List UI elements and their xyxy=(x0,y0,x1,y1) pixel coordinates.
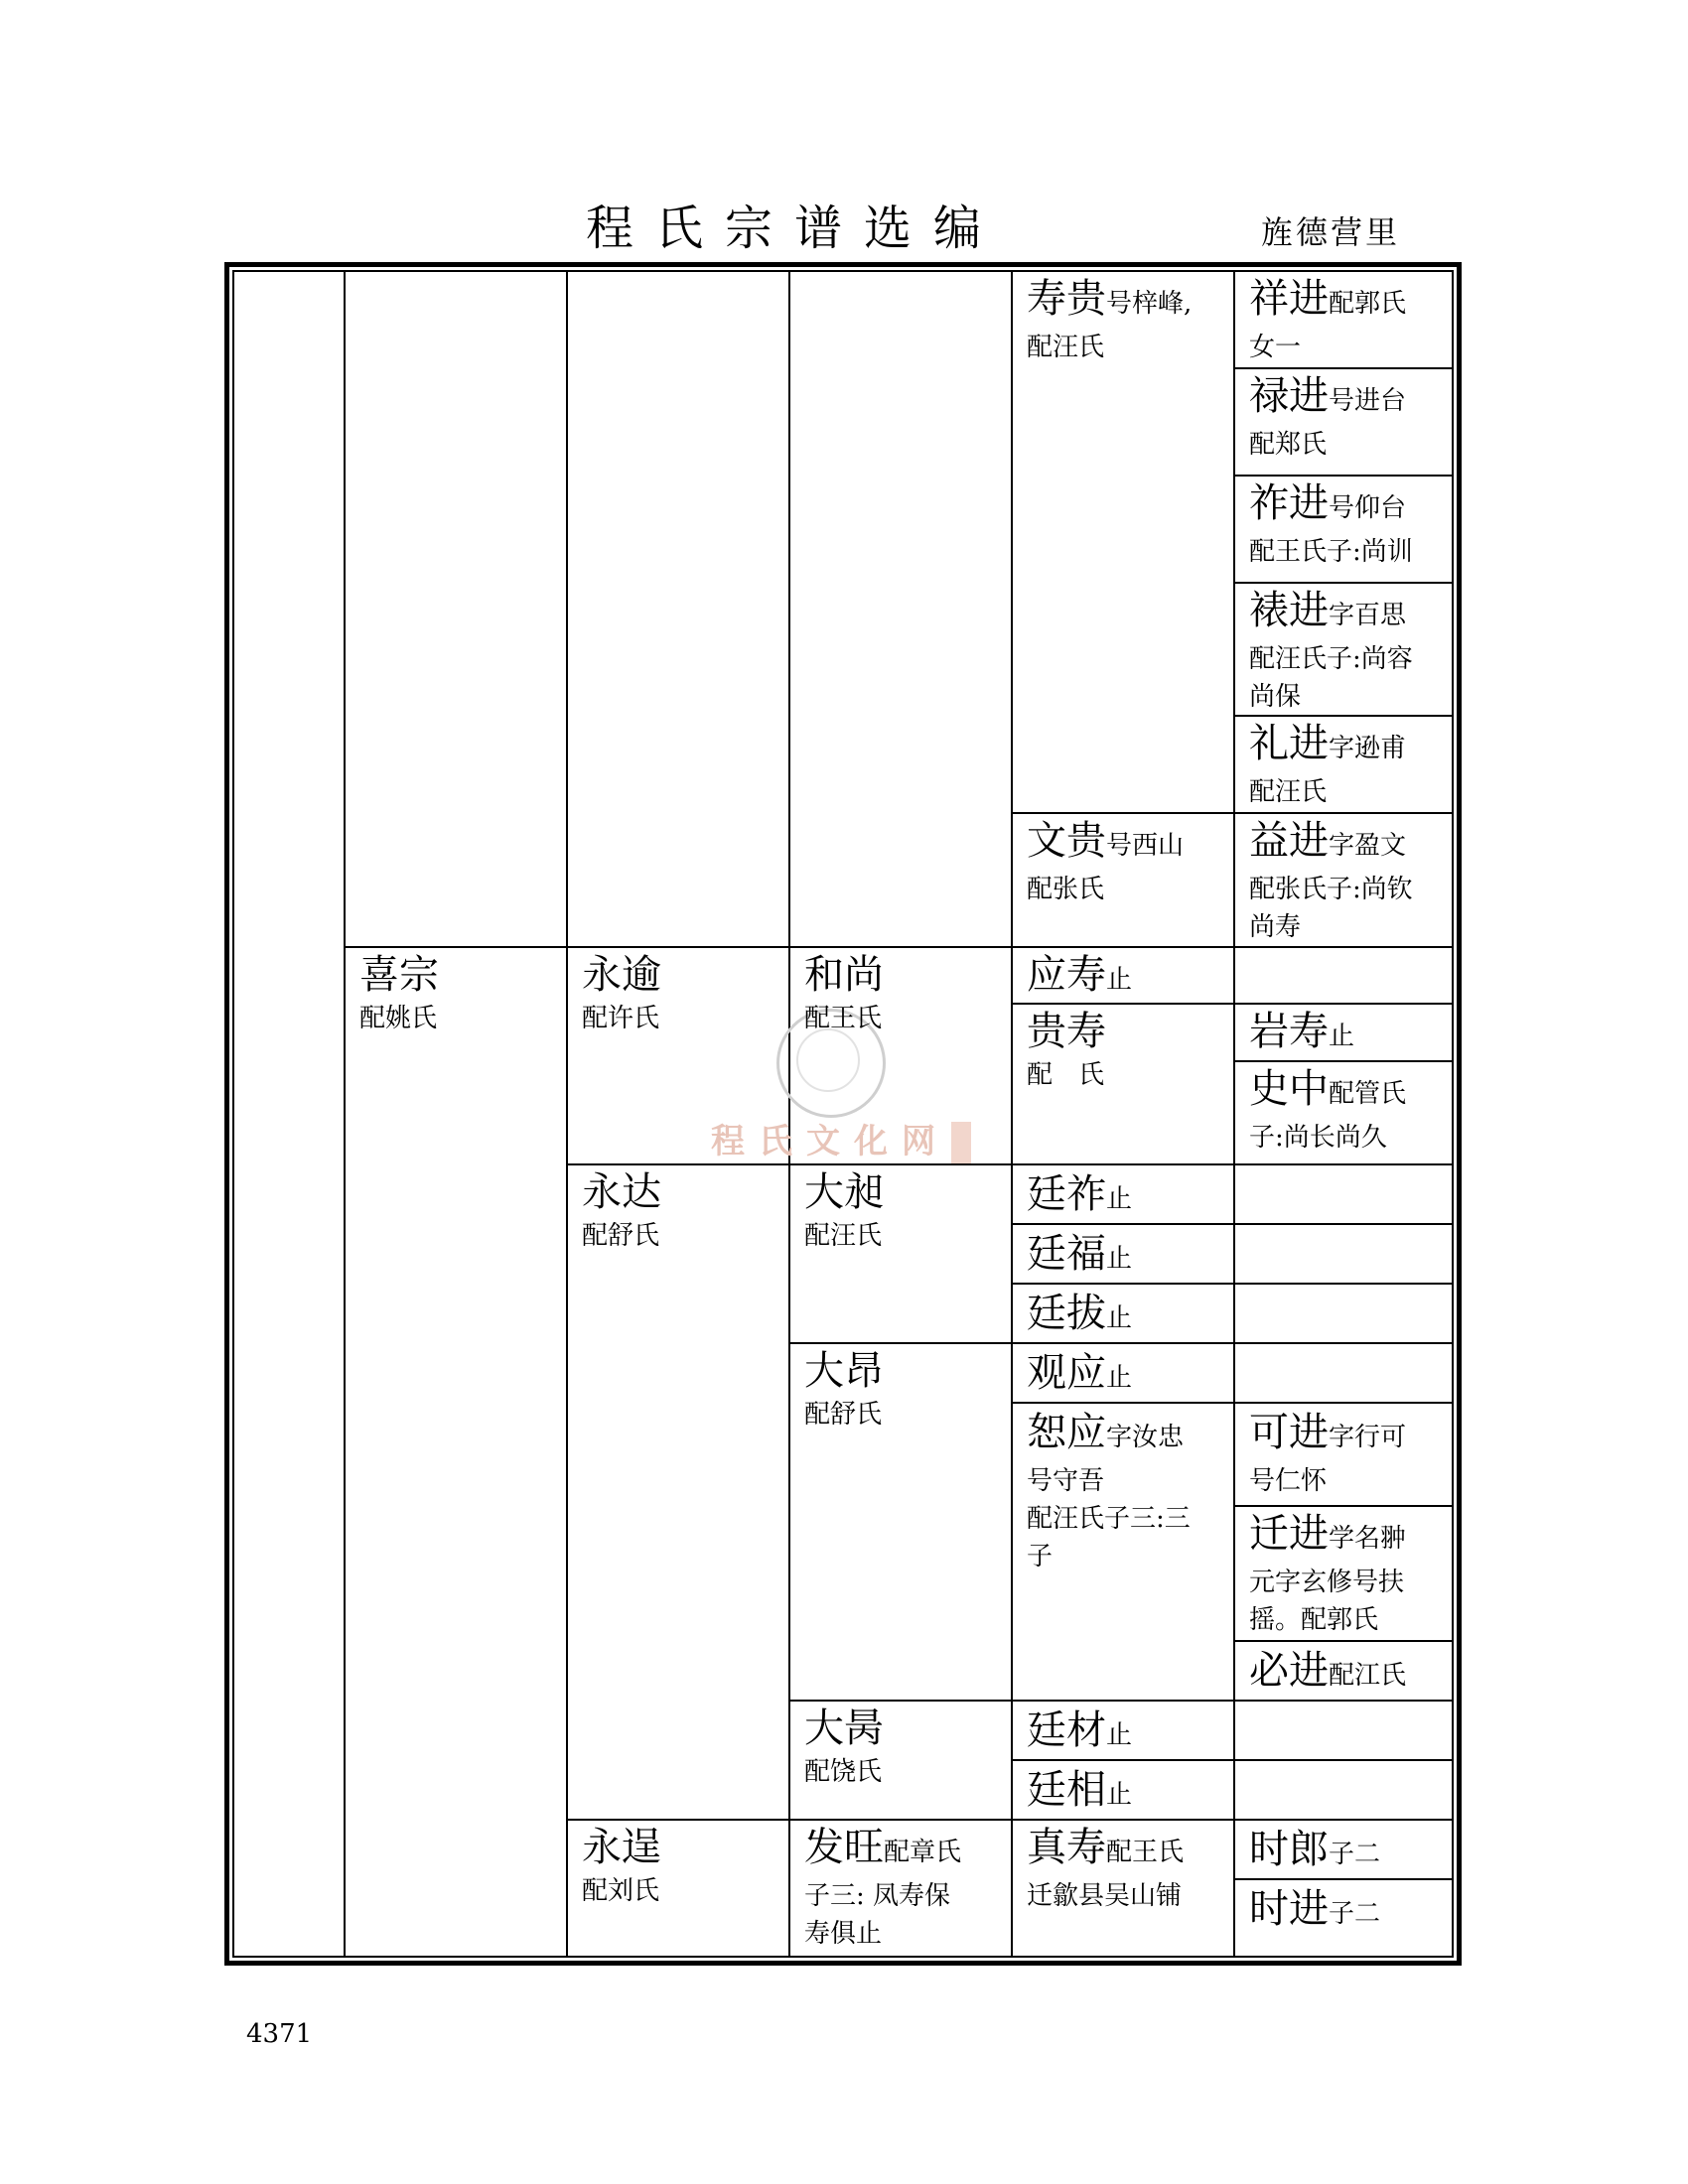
person-detail: 配 氏 xyxy=(1027,1060,1105,1090)
person-note: 字行可 xyxy=(1329,1423,1407,1452)
person-note: 号西山 xyxy=(1106,831,1185,861)
person-detail: 配汪氏 xyxy=(1249,777,1328,807)
person-entry xyxy=(568,1823,788,1910)
person-name: 永逞 xyxy=(582,1825,661,1870)
person-detail: 配饶氏 xyxy=(804,1757,883,1787)
person-detail: 子 xyxy=(1027,1542,1054,1571)
person-entry xyxy=(1013,816,1233,908)
person-name: 可进 xyxy=(1249,1410,1329,1455)
person-note: 配王氏 xyxy=(1106,1838,1185,1867)
person-detail: 配汪氏子三:三 xyxy=(1027,1504,1191,1534)
person-detail: 摇。配郭氏 xyxy=(1249,1605,1379,1635)
person-detail: 配王氏 xyxy=(804,1004,883,1033)
row-divider xyxy=(566,1163,1454,1165)
column-divider xyxy=(1011,270,1013,1958)
person-entry xyxy=(1013,1229,1233,1284)
person-entry xyxy=(790,1704,1011,1791)
watermark-seal xyxy=(951,1122,971,1163)
person-entry xyxy=(790,1167,1011,1255)
person-detail: 配刘氏 xyxy=(582,1876,660,1906)
person-name: 和尚 xyxy=(804,952,884,998)
person-detail: 配汪氏 xyxy=(804,1221,883,1251)
person-name: 祥进 xyxy=(1249,276,1329,322)
person-name: 寿贵 xyxy=(1027,276,1106,322)
person-note: 止 xyxy=(1106,1184,1133,1214)
person-entry xyxy=(1013,1007,1233,1094)
person-name: 礼进 xyxy=(1249,721,1329,766)
person-name: 时郎 xyxy=(1249,1827,1329,1872)
person-note: 止 xyxy=(1106,1780,1133,1810)
person-note: 止 xyxy=(1106,1363,1133,1393)
person-entry xyxy=(346,950,566,1037)
row-divider xyxy=(1233,475,1454,477)
person-detail: 尚寿 xyxy=(1249,912,1302,942)
person-entry xyxy=(1235,371,1454,464)
person-detail: 配王氏子:尚训 xyxy=(1249,537,1413,567)
person-name: 廷材 xyxy=(1027,1707,1106,1753)
person-detail: 配舒氏 xyxy=(582,1221,660,1251)
person-detail: 元字玄修号扶 xyxy=(1249,1568,1405,1597)
person-detail: 寿俱止 xyxy=(804,1919,883,1949)
person-name: 文贵 xyxy=(1027,818,1106,864)
person-note: 配管氏 xyxy=(1329,1079,1407,1109)
person-entry xyxy=(568,1167,788,1255)
person-entry xyxy=(1235,274,1454,366)
person-note: 止 xyxy=(1329,1022,1355,1051)
page-title: 程氏宗谱选编 xyxy=(586,201,1004,256)
person-detail: 配张氏子:尚钦 xyxy=(1249,875,1413,904)
person-entry xyxy=(1013,1823,1233,1915)
person-note: 号进台 xyxy=(1329,386,1407,416)
person-note: 字百思 xyxy=(1329,601,1407,630)
person-entry xyxy=(1235,478,1454,571)
row-divider xyxy=(1011,812,1454,814)
person-note: 止 xyxy=(1106,1303,1133,1333)
person-entry xyxy=(1013,1348,1233,1403)
person-name: 禄进 xyxy=(1249,373,1329,419)
person-note: 学名翀 xyxy=(1329,1524,1407,1554)
person-name: 大昂 xyxy=(804,1348,884,1394)
person-detail: 配郑氏 xyxy=(1249,430,1328,460)
person-entry xyxy=(1013,1706,1233,1760)
person-note: 止 xyxy=(1106,1244,1133,1274)
row-divider xyxy=(1233,367,1454,369)
person-detail: 号仁怀 xyxy=(1249,1466,1328,1496)
person-name: 大昶 xyxy=(804,1169,884,1215)
person-name: 廷相 xyxy=(1027,1767,1106,1813)
person-detail: 号守吾 xyxy=(1027,1466,1105,1496)
person-entry xyxy=(1235,719,1454,811)
row-divider xyxy=(1233,1640,1454,1642)
person-entry xyxy=(1235,1825,1454,1879)
person-detail: 配舒氏 xyxy=(804,1400,883,1430)
person-detail: 配汪氏子:尚容 xyxy=(1249,644,1413,674)
person-entry xyxy=(568,950,788,1037)
person-name: 应寿 xyxy=(1027,952,1106,998)
person-name: 永达 xyxy=(582,1169,661,1215)
person-entry xyxy=(1235,1007,1454,1061)
watermark-text: 程氏文化网 xyxy=(711,1122,949,1161)
person-entry xyxy=(790,1823,1011,1953)
person-name: 益进 xyxy=(1249,818,1329,864)
person-entry xyxy=(1235,1408,1454,1500)
person-entry xyxy=(1235,1884,1454,1939)
person-note: 配江氏 xyxy=(1329,1661,1407,1691)
page-subtitle: 旌德营里 xyxy=(1261,213,1401,251)
person-entry xyxy=(1013,274,1233,366)
person-name: 发旺 xyxy=(804,1825,884,1870)
person-name: 迁进 xyxy=(1249,1511,1329,1557)
row-divider xyxy=(1233,1505,1454,1507)
person-note: 字汝忠 xyxy=(1106,1423,1185,1452)
person-detail: 配姚氏 xyxy=(359,1004,438,1033)
person-entry xyxy=(1235,1509,1454,1639)
person-note: 配章氏 xyxy=(884,1838,962,1867)
person-detail: 子:尚长尚久 xyxy=(1249,1123,1387,1153)
person-entry xyxy=(1235,816,1454,946)
person-detail: 配张氏 xyxy=(1027,875,1105,904)
seal-stamp-inner xyxy=(796,1028,860,1092)
person-entry xyxy=(1013,1169,1233,1224)
person-name: 廷祚 xyxy=(1027,1171,1106,1217)
person-name: 永逾 xyxy=(582,952,661,998)
person-name: 大昺 xyxy=(804,1706,884,1751)
column-divider xyxy=(344,270,346,1958)
person-name: 喜宗 xyxy=(359,952,439,998)
person-note: 字逊甫 xyxy=(1329,734,1407,763)
person-detail: 配汪氏 xyxy=(1027,333,1105,362)
row-divider xyxy=(1233,582,1454,584)
person-entry xyxy=(1235,1646,1454,1701)
person-entry xyxy=(1235,586,1454,716)
person-name: 廷拔 xyxy=(1027,1291,1106,1336)
person-entry xyxy=(1235,1064,1454,1157)
person-note: 子二 xyxy=(1329,1899,1381,1929)
person-note: 止 xyxy=(1106,965,1133,995)
person-name: 岩寿 xyxy=(1249,1009,1329,1054)
person-entry xyxy=(1013,1289,1233,1343)
person-note: 字盈文 xyxy=(1329,831,1407,861)
person-entry xyxy=(1013,1765,1233,1820)
person-name: 廷福 xyxy=(1027,1231,1106,1277)
column-divider xyxy=(566,270,568,1958)
person-note: 配郭氏 xyxy=(1329,289,1407,319)
person-name: 祚进 xyxy=(1249,480,1329,526)
person-note: 子二 xyxy=(1329,1840,1381,1869)
person-name: 必进 xyxy=(1249,1648,1329,1694)
person-note: 止 xyxy=(1106,1720,1133,1750)
person-entry xyxy=(790,950,1011,1037)
person-detail: 迁歙县吴山铺 xyxy=(1027,1881,1183,1911)
person-name: 时进 xyxy=(1249,1886,1329,1932)
page-number: 4371 xyxy=(246,2019,313,2049)
person-entry xyxy=(790,1346,1011,1433)
person-detail: 尚保 xyxy=(1249,682,1302,712)
person-detail: 女一 xyxy=(1249,333,1302,362)
person-name: 观应 xyxy=(1027,1350,1106,1396)
row-divider xyxy=(566,1819,1454,1821)
person-detail: 配许氏 xyxy=(582,1004,660,1033)
person-name: 真寿 xyxy=(1027,1825,1106,1870)
person-note: 号梓峰, xyxy=(1106,289,1193,319)
person-entry xyxy=(1013,1408,1233,1575)
person-name: 裱进 xyxy=(1249,588,1329,633)
person-name: 贵寿 xyxy=(1027,1009,1106,1054)
person-detail: 子三: 凤寿保 xyxy=(804,1881,951,1911)
person-name: 恕应 xyxy=(1027,1410,1106,1455)
person-note: 号仰台 xyxy=(1329,493,1407,523)
row-divider xyxy=(344,946,1454,948)
person-entry xyxy=(1013,950,1233,1005)
person-name: 史中 xyxy=(1249,1066,1329,1112)
